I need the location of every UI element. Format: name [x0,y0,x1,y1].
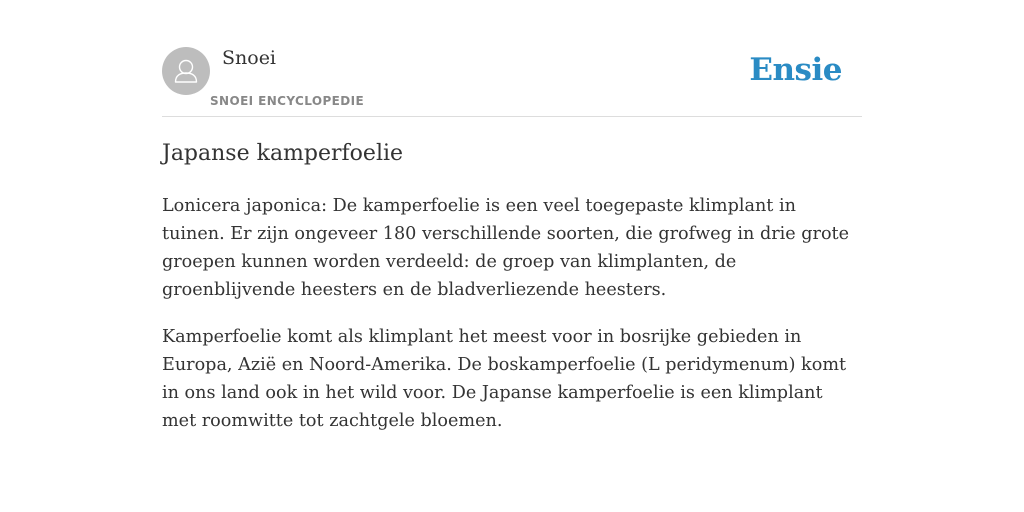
brand-logo[interactable]: Ensie [749,52,842,88]
avatar[interactable] [162,47,210,95]
article [162,138,862,435]
author-subtitle[interactable]: SNOEI ENCYCLOPEDIE [210,94,365,108]
author-name[interactable]: Snoei [222,47,277,69]
user-silhouette-icon [162,47,210,95]
article-paragraph-1: Lonicera japonica: De kamperfoelie is een veel toegepaste klimplant in tuinen. Er zijn ongeveer 180 verschillende soorten, die grofweg in drie grote groepen kunnen worden verdeeld: de groep van klimplanten, de groenblijvende heesters en de bladverliezende heesters. [162,196,850,300]
article-title: Japanse kamperfoelie [162,141,404,166]
article-paragraph-2: Kamperfoelie komt als klimplant het meest voor in bosrijke gebieden in Europa, Azië en Noord-Amerika. De boskamperfoelie (L peridymenum) komt in ons land ook in het wild voor. De Japanse kamperfoelie is een klimplant met roomwitte tot zachtgele bloemen. [162,327,847,431]
header [162,40,862,117]
